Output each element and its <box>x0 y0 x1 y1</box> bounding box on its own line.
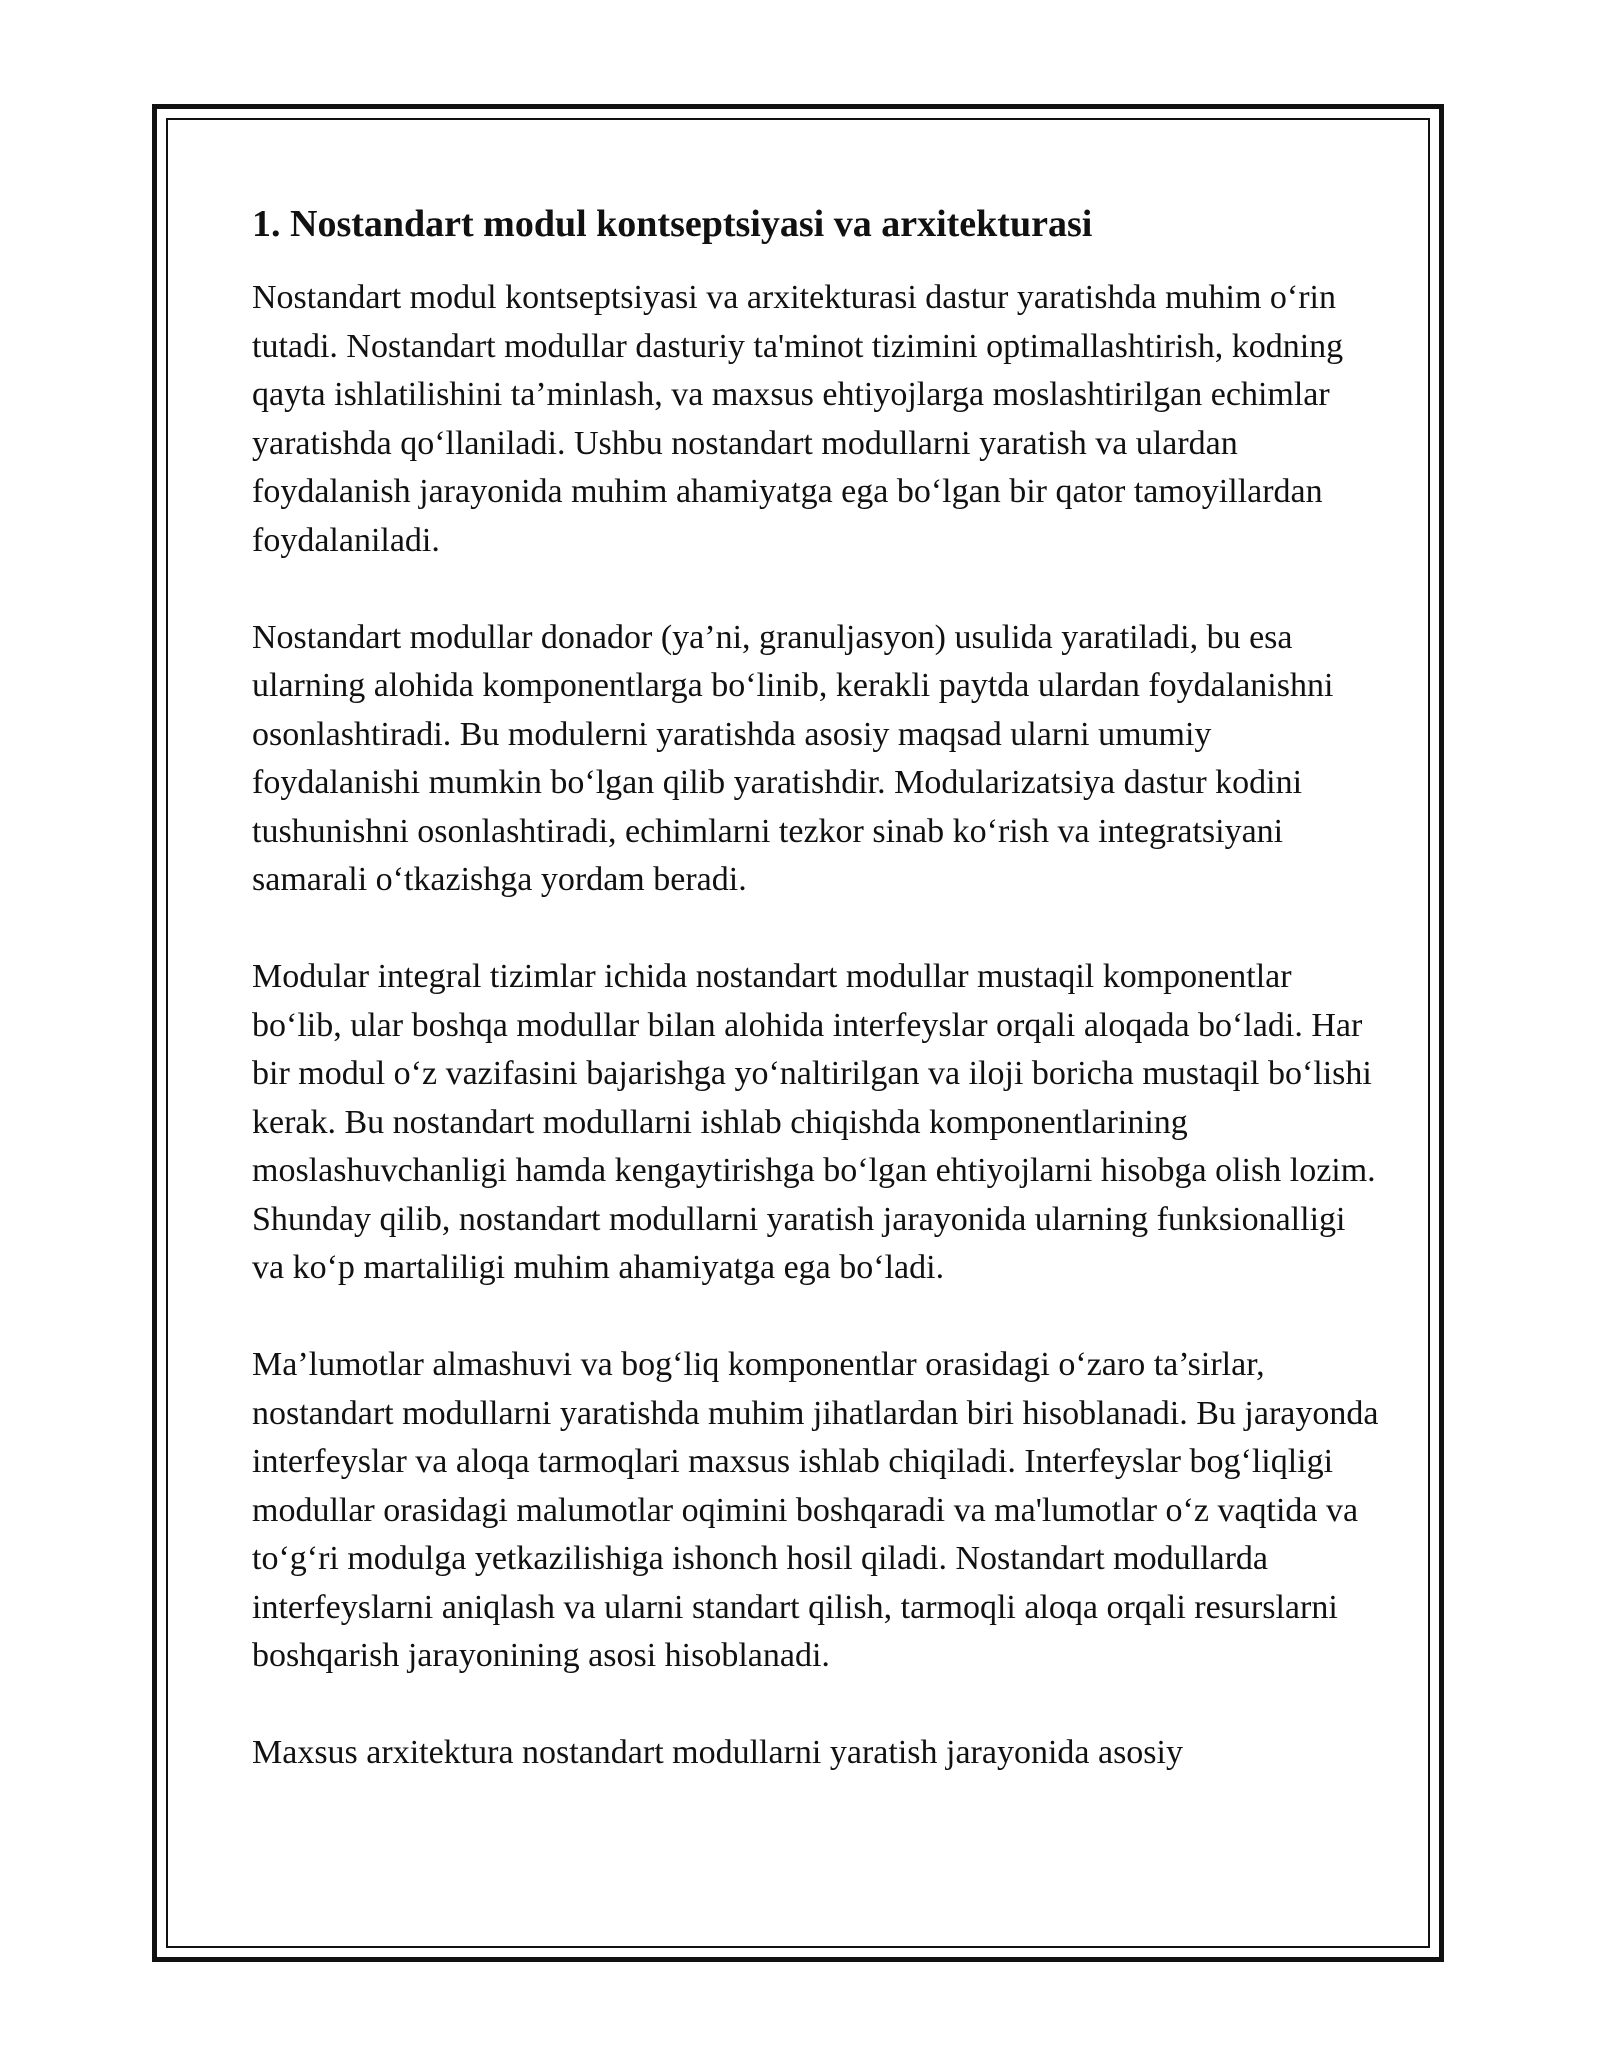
paragraph-4: Ma’lumotlar almashuvi va bog‘liq komponentlar orasidagi o‘zaro ta’sirlar, nostandart modullarni yaratishda muhim jihatlardan biri hisoblanadi. Bu jarayonda interfeyslar va aloqa tarmoqlari maxsus ishlab chiqiladi. Interfeyslar bog‘liqligi modullar orasidagi malumotlar oqimini boshqaradi va ma'lumotlar o‘z vaqtida va to‘g‘ri modulga yetkazilishiga ishonch hosil qiladi. Nostandart modullarda interfeyslarni aniqlash va ularni standart qilish, tarmoqli aloqa orqali resurslarni boshqarish jarayonining asosi hisoblanadi. <box>252 1346 1379 1674</box>
paragraph-2: Nostandart modullar donador (ya’ni, granuljasyon) usulida yaratiladi, bu esa ularning alohida komponentlarga bo‘linib, kerakli paytda ulardan foydalanishni osonlashtiradi. Bu modulerni yaratishda asosiy maqsad ularni umumiy foydalanishi mumkin bo‘lgan qilib yaratishdir. Modularizatsiya dastur kodini tushunishni osonlashtiradi, echimlarni tezkor sinab ko‘rish va integratsiyani samarali o‘tkazishga yordam beradi. <box>252 618 1334 898</box>
page-border-outer <box>152 104 1444 1962</box>
page-border-inner <box>166 118 1430 1948</box>
page-content <box>252 200 1382 1826</box>
paragraph-1: Nostandart modul kontseptsiyasi va arxitekturasi dastur yaratishda muhim o‘rin tutadi. Nostandart modullar dasturiy ta'minot tizimini optimallashtirish, kodning qayta ishlatilishini ta’minlash, va maxsus ehtiyojlarga moslashtirilgan echimlar yaratishda qo‘llaniladi. Ushbu nostandart modullarni yaratish va ulardan foydalanish jarayonida muhim ahamiyatga ega bo‘lgan bir qator tamoyillardan foydalaniladi. <box>252 279 1344 559</box>
section-heading: 1. Nostandart modul kontseptsiyasi va arxitekturasi <box>252 203 1093 245</box>
paragraph-3: Modular integral tizimlar ichida nostandart modullar mustaqil komponentlar bo‘lib, ular boshqa modullar bilan alohida interfeyslar orqali aloqada bo‘ladi. Har bir modul o‘z vazifasini bajarishga yo‘naltirilgan va iloji boricha mustaqil bo‘lishi kerak. Bu nostandart modullarni ishlab chiqishda komponentlarining moslashuvchanligi hamda kengaytirishga bo‘lgan ehtiyojlarni hisobga olish lozim. Shunday qilib, nostandart modullarni yaratish jarayonida ularning funksionalligi va ko‘p martaliligi muhim ahamiyatga ega bo‘ladi. <box>252 958 1376 1286</box>
paragraph-5: Maxsus arxitektura nostandart modullarni yaratish jarayonida asosiy <box>252 1734 1183 1771</box>
